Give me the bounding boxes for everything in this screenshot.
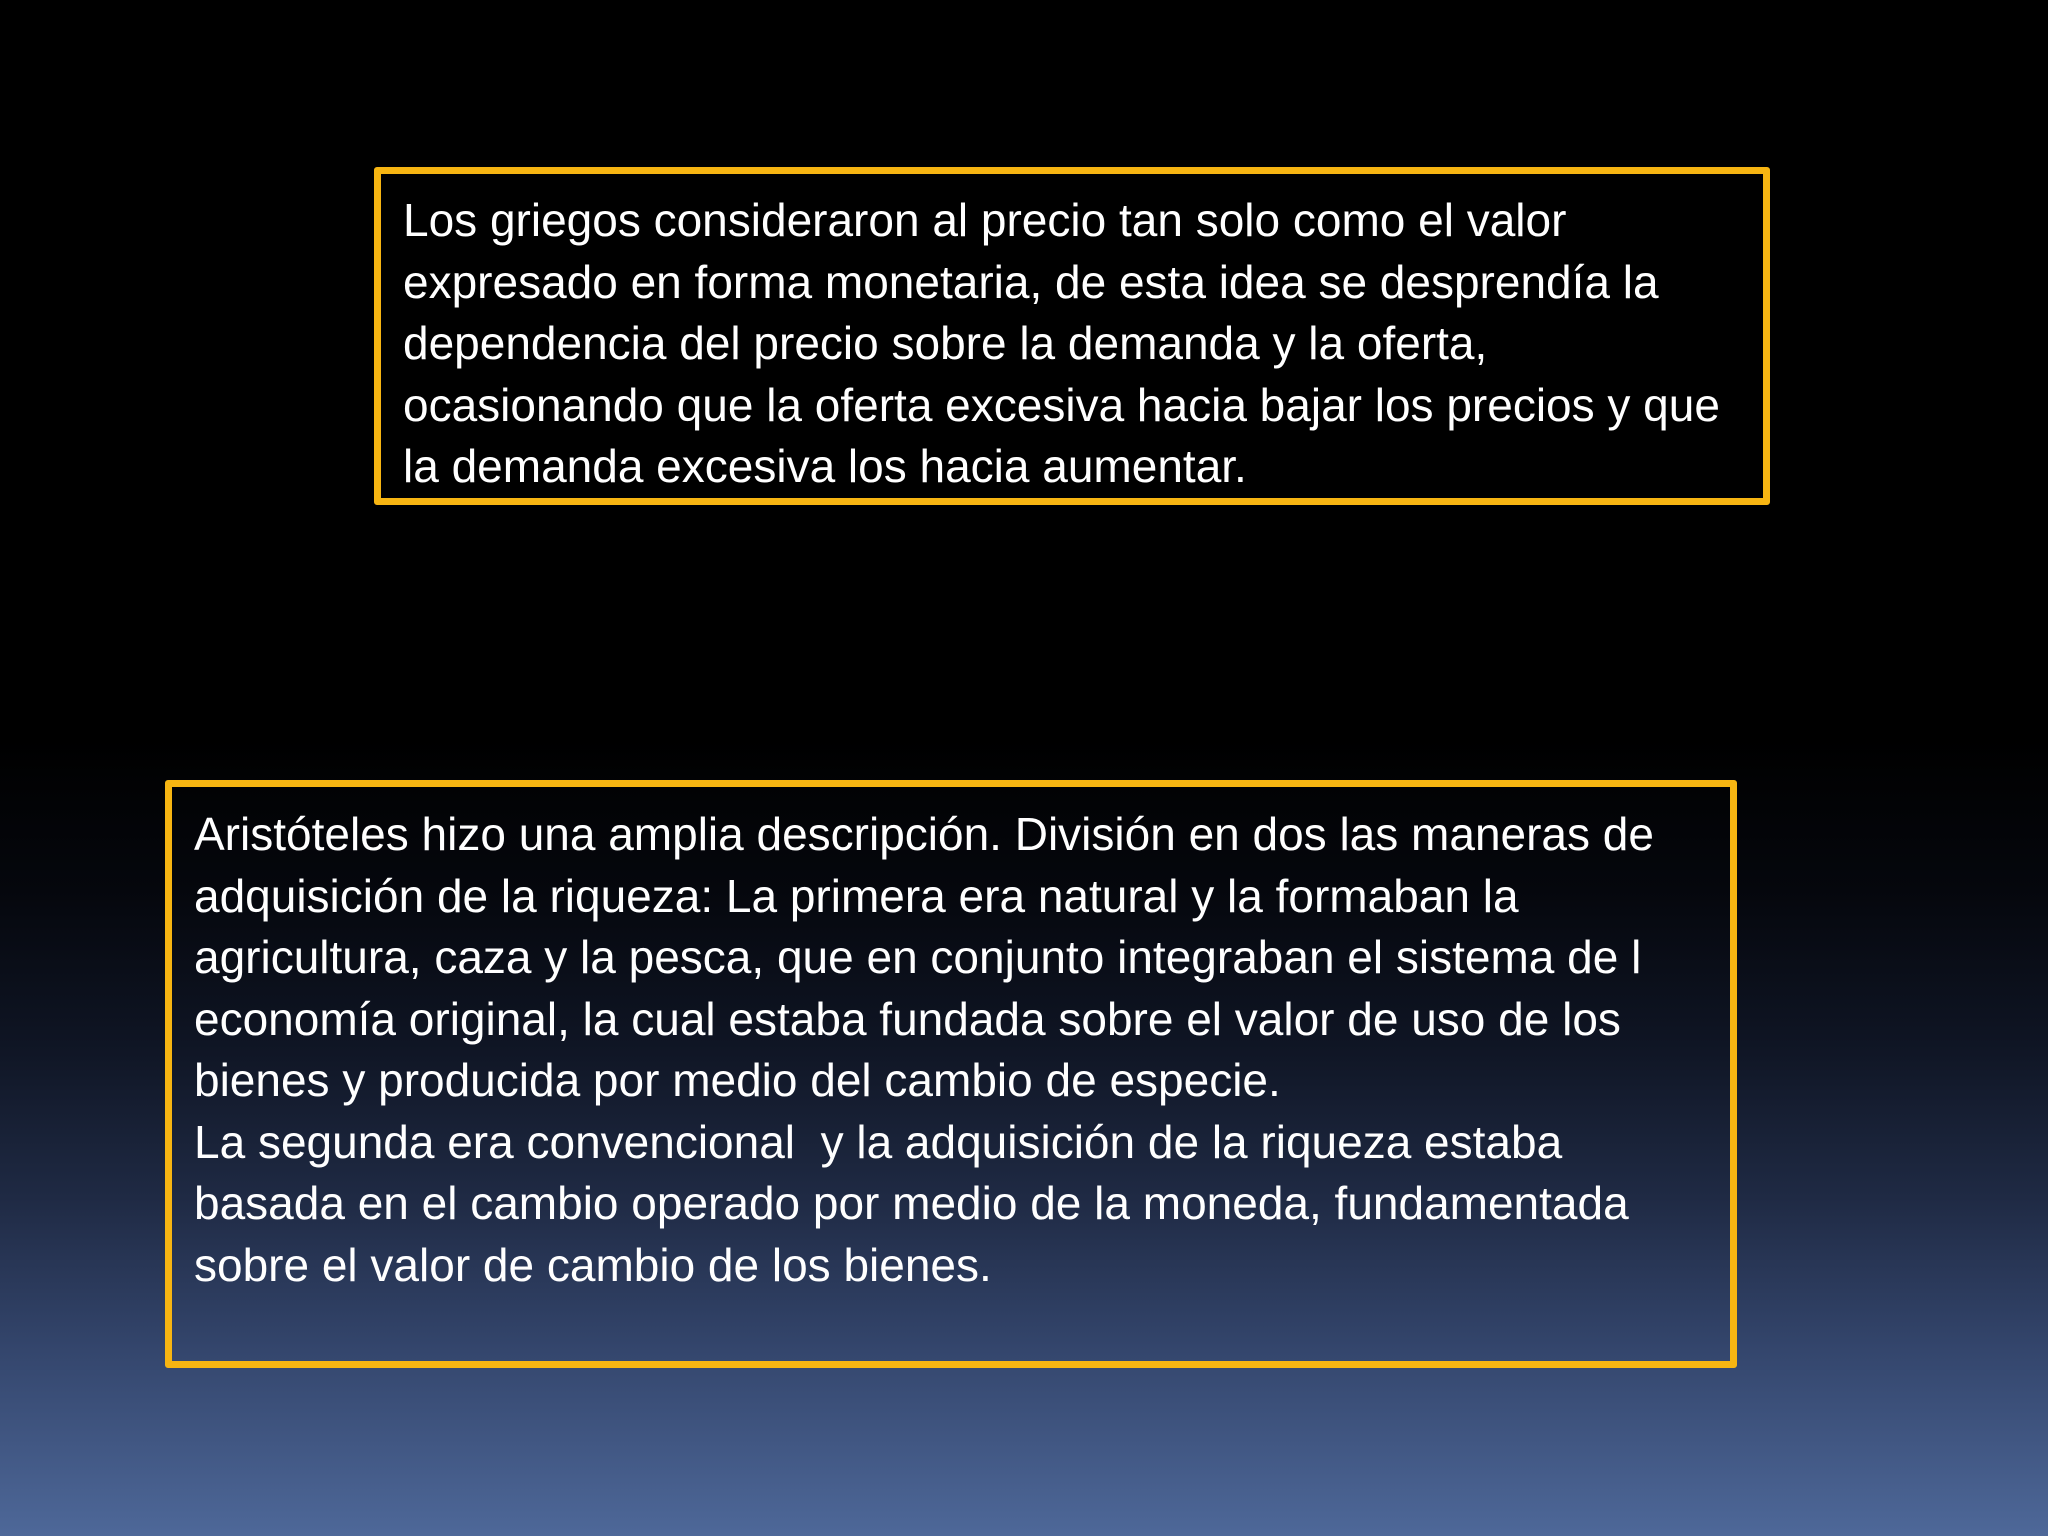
aristotle-wealth-textbox	[165, 780, 1737, 1368]
greeks-paragraph: Los griegos consideraron al precio tan solo como el valor expresado en forma monetaria, de esta idea se desprendía la dependencia del precio sobre la demanda y la oferta, ocasionando que la oferta excesiva hacia bajar los precios y que la demanda excesiva los hacia aumentar.	[403, 194, 1733, 492]
aristotle-paragraph-2: La segunda era convencional y la adquisición de la riqueza estaba basada en el cambio operado por medio de la moneda, fundamentada sobre el valor de cambio de los bienes.	[194, 1115, 1642, 1291]
greeks-price-textbox	[374, 167, 1770, 505]
aristotle-paragraph-1: Aristóteles hizo una amplia descripción. División en dos las maneras de adquisición de la riqueza: La primera era natural y la formaban la agricultura, caza y la pesca, que en conjunto integraban el sistema de l economía original, la cual estaba fundada sobre el valor de uso de los bienes y producida por medio del cambio de especie.	[194, 808, 1667, 1106]
